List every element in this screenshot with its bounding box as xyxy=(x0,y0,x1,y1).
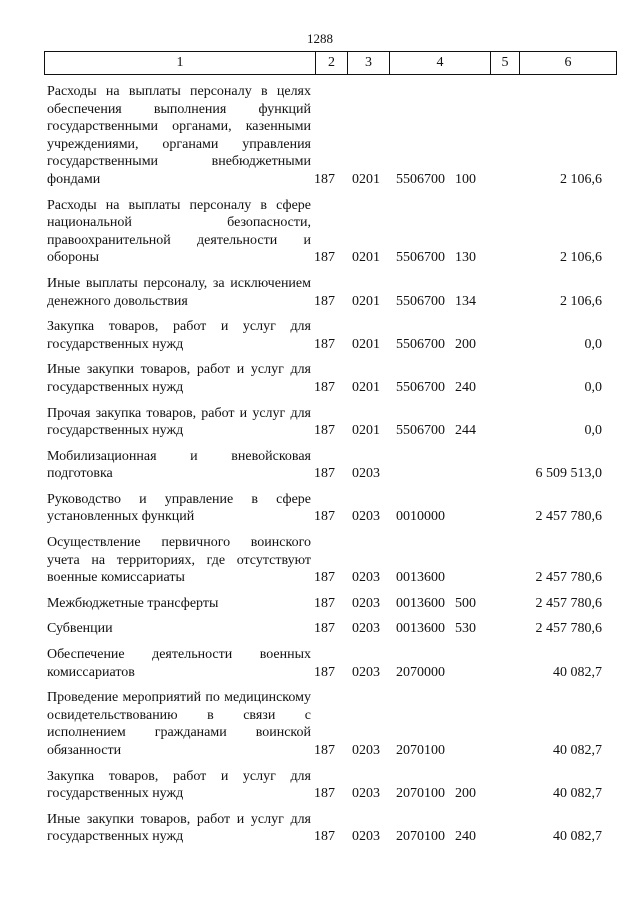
row-amount: 2 106,6 xyxy=(560,293,602,309)
row-name: Закупка товаров, работ и услуг для государственных нужд xyxy=(47,768,311,802)
row-col-3: 0203 xyxy=(352,786,380,802)
row-col-3: 0201 xyxy=(352,423,380,439)
row-col-4: 2070100 xyxy=(396,829,445,845)
row-col-3: 0201 xyxy=(352,293,380,309)
page-number: 1288 xyxy=(307,31,333,46)
table-row xyxy=(47,197,607,267)
row-name: Руководство и управление в сфере установленных функций xyxy=(47,491,311,525)
header-col-4: 4 xyxy=(390,52,491,74)
row-col-2: 187 xyxy=(314,336,335,352)
table-row xyxy=(47,361,607,396)
row-col-5: 240 xyxy=(455,379,476,395)
table-row xyxy=(47,534,607,587)
row-col-4: 5506700 xyxy=(396,293,445,309)
row-col-3: 0201 xyxy=(352,379,380,395)
row-col-2: 187 xyxy=(314,466,335,482)
row-col-5: 240 xyxy=(455,829,476,845)
table-row xyxy=(47,448,607,483)
row-amount: 40 082,7 xyxy=(553,829,602,845)
table-row xyxy=(47,811,607,846)
row-name: Иные закупки товаров, работ и услуг для государственных нужд xyxy=(47,811,311,845)
row-name: Закупка товаров, работ и услуг для государственных нужд xyxy=(47,319,311,352)
row-col-4: 5506700 xyxy=(396,336,445,352)
row-col-2: 187 xyxy=(314,829,335,845)
row-col-2: 187 xyxy=(314,786,335,802)
row-amount: 2 457 780,6 xyxy=(535,509,602,525)
row-col-4: 2070000 xyxy=(396,664,445,680)
row-col-5: 130 xyxy=(455,250,476,266)
row-col-5: 244 xyxy=(455,423,476,439)
row-amount: 2 106,6 xyxy=(560,250,602,266)
row-col-2: 187 xyxy=(314,743,335,758)
row-col-3: 0203 xyxy=(352,595,380,611)
row-name: Иные выплаты персоналу, за исключением денежного довольствия xyxy=(47,275,311,309)
row-name: Межбюджетные трансферты xyxy=(47,595,219,611)
row-col-3: 0203 xyxy=(352,829,380,845)
row-col-5: 100 xyxy=(455,171,476,187)
header-col-1: 1 xyxy=(45,52,316,74)
row-amount: 0,0 xyxy=(584,379,602,395)
header-col-6: 6 xyxy=(564,55,572,70)
row-col-5: 134 xyxy=(455,293,476,309)
row-name: Субвенции xyxy=(47,621,113,637)
table-row xyxy=(47,275,607,310)
row-col-2: 187 xyxy=(314,664,335,680)
row-col-4: 2070100 xyxy=(396,786,445,802)
row-name: Осуществление первичного воинского учета на территориях, где отсутствуют военные комиссариаты xyxy=(47,535,311,586)
table-row xyxy=(47,689,607,759)
row-amount: 6 509 513,0 xyxy=(535,466,602,482)
row-col-2: 187 xyxy=(314,509,335,525)
row-amount: 0,0 xyxy=(584,336,602,352)
row-name: Иные закупки товаров, работ и услуг для государственных нужд xyxy=(47,362,311,395)
table-row xyxy=(47,491,607,526)
row-col-2: 187 xyxy=(314,293,335,309)
row-col-3: 0203 xyxy=(352,743,380,758)
row-amount: 40 082,7 xyxy=(553,786,602,802)
row-name: Расходы на выплаты персоналу в сфере национальной безопасности, правоохранительной деятельности и обороны xyxy=(47,197,311,266)
table-row xyxy=(47,646,607,681)
row-amount: 0,0 xyxy=(584,423,602,439)
row-col-2: 187 xyxy=(314,250,335,266)
row-col-3: 0203 xyxy=(352,664,380,680)
table-row xyxy=(47,595,607,613)
row-col-3: 0201 xyxy=(352,336,380,352)
table-body xyxy=(47,83,607,854)
row-col-5: 200 xyxy=(455,786,476,802)
row-col-4: 0013600 xyxy=(396,621,445,637)
row-col-4: 0013600 xyxy=(396,570,445,586)
row-col-2: 187 xyxy=(314,423,335,439)
table-row xyxy=(47,83,607,189)
row-amount: 2 106,6 xyxy=(560,171,602,187)
row-col-5: 530 xyxy=(455,621,476,637)
row-amount: 40 082,7 xyxy=(553,743,602,758)
table-header xyxy=(44,51,617,75)
row-col-2: 187 xyxy=(314,595,335,611)
row-col-4: 5506700 xyxy=(396,423,445,439)
row-amount: 2 457 780,6 xyxy=(535,595,602,611)
row-col-4: 0013600 xyxy=(396,595,445,611)
row-col-3: 0203 xyxy=(352,466,380,482)
row-amount: 40 082,7 xyxy=(553,664,602,680)
row-col-3: 0203 xyxy=(352,621,380,637)
row-col-3: 0203 xyxy=(352,570,380,586)
row-col-4: 5506700 xyxy=(396,171,445,187)
row-name: Мобилизационная и вневойсковая подготовка xyxy=(47,448,311,482)
row-name: Прочая закупка товаров, работ и услуг для государственных нужд xyxy=(47,405,311,439)
table-row xyxy=(47,405,607,440)
row-name: Проведение мероприятий по медицинскому освидетельствованию в связи с исполнением гражданами воинской обязанности xyxy=(47,690,311,758)
row-col-5: 500 xyxy=(455,595,476,611)
table-row xyxy=(47,318,607,353)
row-col-2: 187 xyxy=(314,379,335,395)
row-col-4: 5506700 xyxy=(396,250,445,266)
row-col-4: 2070100 xyxy=(396,743,445,758)
row-amount: 2 457 780,6 xyxy=(535,570,602,586)
row-col-3: 0201 xyxy=(352,250,380,266)
row-col-4: 5506700 xyxy=(396,379,445,395)
row-col-5: 200 xyxy=(455,336,476,352)
row-col-3: 0201 xyxy=(352,171,380,187)
header-col-3: 3 xyxy=(348,52,390,74)
table-row xyxy=(47,620,607,638)
row-amount: 2 457 780,6 xyxy=(535,621,602,637)
row-name: Обеспечение деятельности военных комиссариатов xyxy=(47,647,311,680)
row-name: Расходы на выплаты персоналу в целях обеспечения выполнения функций государственными органами, казенными учреждениями, органами управления государственными внебюджетными фондами xyxy=(47,84,311,187)
header-col-5: 5 xyxy=(491,52,520,74)
table-row xyxy=(47,768,607,803)
row-col-4: 0010000 xyxy=(396,509,445,525)
header-col-2: 2 xyxy=(316,52,348,74)
row-col-3: 0203 xyxy=(352,509,380,525)
row-col-2: 187 xyxy=(314,570,335,586)
row-col-2: 187 xyxy=(314,621,335,637)
row-col-2: 187 xyxy=(314,171,335,187)
